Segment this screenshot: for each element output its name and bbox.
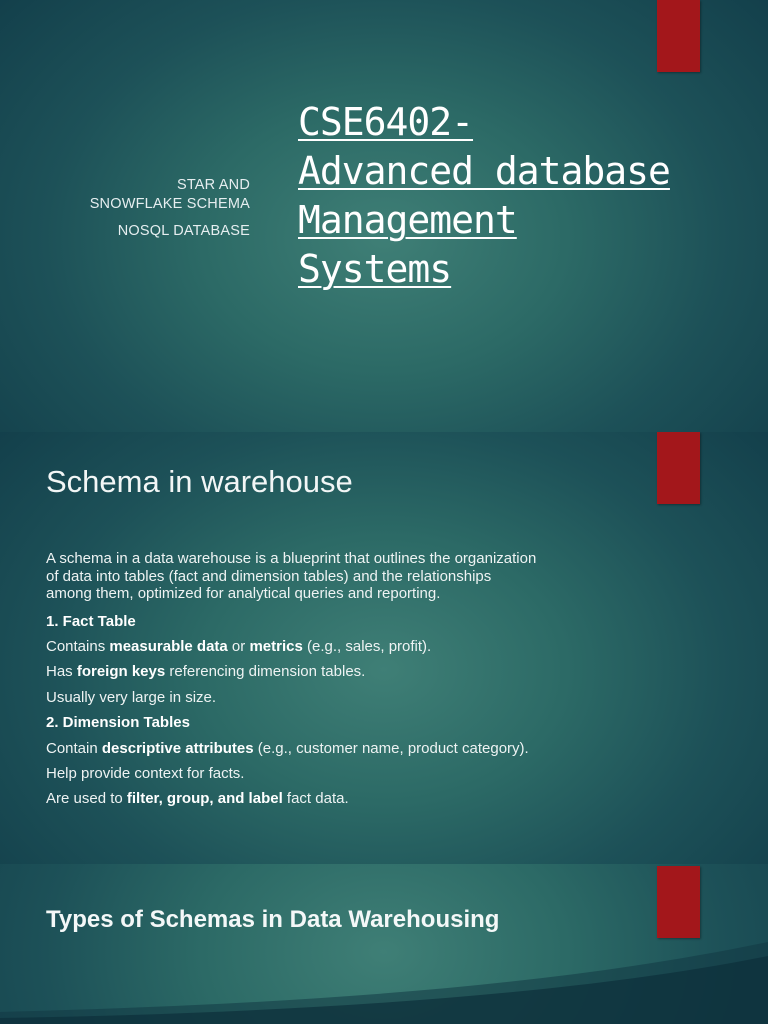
red-accent-tab bbox=[657, 866, 700, 938]
intro-line: of data into tables (fact and dimension tables) and the relationships bbox=[46, 567, 492, 585]
bottom-swoosh-decoration bbox=[0, 934, 768, 1024]
dimension-line bbox=[46, 736, 646, 761]
slide-title: Types of Schemas in Data Warehousing bbox=[46, 906, 500, 933]
schema-types-slide bbox=[0, 864, 768, 1024]
heading-text: 1. Fact Table bbox=[46, 612, 136, 630]
bold-text: foreign keys bbox=[76, 663, 166, 681]
text: Contain bbox=[46, 739, 102, 757]
title-slide bbox=[0, 0, 768, 432]
intro-line: A schema in a data warehouse is a blueprint that outlines the organization bbox=[46, 550, 537, 567]
fact-line: Usually very large in size. bbox=[46, 688, 217, 706]
dimension-tables-heading bbox=[46, 710, 646, 735]
intro-line: among them, optimized for analytical queries and reporting. bbox=[46, 585, 441, 602]
subtitle-line: STAR AND bbox=[176, 177, 250, 193]
slide-body bbox=[46, 550, 646, 812]
text: fact data. bbox=[282, 790, 349, 808]
slide-subtitle bbox=[90, 176, 250, 214]
bold-text: measurable data bbox=[109, 637, 228, 655]
text: Are used to bbox=[46, 790, 127, 808]
course-title-line: Systems bbox=[298, 247, 452, 291]
text: Has bbox=[46, 663, 77, 681]
fact-table-heading bbox=[46, 609, 646, 634]
course-title-line: CSE6402- bbox=[298, 100, 474, 144]
slide-subtitle-2: NOSQL DATABASE bbox=[117, 223, 250, 239]
course-title-line: Advanced database bbox=[298, 149, 670, 193]
text: or bbox=[227, 637, 250, 655]
course-title bbox=[298, 98, 758, 294]
text: referencing dimension tables. bbox=[165, 663, 366, 681]
text: (e.g., customer name, product category). bbox=[253, 739, 529, 757]
text: Contains bbox=[46, 637, 110, 655]
schema-slide bbox=[0, 432, 768, 864]
bold-text: metrics bbox=[249, 637, 303, 655]
slide-title: Schema in warehouse bbox=[46, 464, 353, 499]
red-accent-tab bbox=[657, 0, 700, 72]
heading-text: 2. Dimension Tables bbox=[46, 714, 190, 732]
red-accent-tab bbox=[657, 432, 700, 504]
fact-line bbox=[46, 634, 646, 659]
text: (e.g., sales, profit). bbox=[302, 637, 432, 655]
bold-text: descriptive attributes bbox=[101, 739, 254, 757]
subtitle-line: SNOWFLAKE SCHEMA bbox=[89, 196, 250, 212]
fact-line bbox=[46, 659, 646, 684]
dimension-line bbox=[46, 786, 646, 811]
course-title-line: Management bbox=[298, 198, 517, 242]
dimension-line: Help provide context for facts. bbox=[46, 764, 245, 782]
bold-text: filter, group, and label bbox=[126, 790, 283, 808]
intro-paragraph bbox=[46, 550, 646, 603]
